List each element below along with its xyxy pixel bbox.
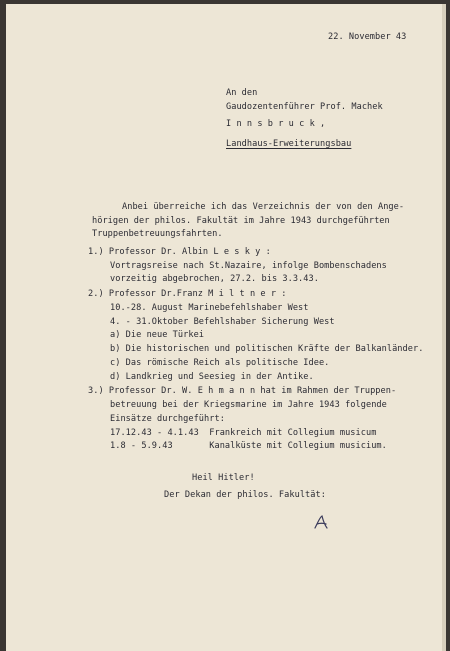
item-1-heading: 1.) Professor Dr. Albin L e s k y : — [88, 247, 271, 257]
greeting: Heil Hitler! — [192, 473, 255, 483]
item-2-topic-a: a) Die neue Türkei — [110, 330, 205, 340]
dean-signature-line: Der Dekan der philos. Fakultät: — [164, 490, 326, 500]
address-line-4: Landhaus-Erweiterungsbau — [226, 139, 352, 149]
item-2-topic-c: c) Das römische Reich als politische Idee. — [110, 358, 330, 368]
item-3-engagement-1: 17.12.43 - 4.1.43 Frankreich mit Collegium musicum — [110, 428, 377, 438]
intro-line-1: Anbei überreiche ich das Verzeichnis der von den Ange- — [122, 202, 405, 212]
item-2-topic-d: d) Landkrieg und Seesieg in der Antike. — [110, 372, 314, 382]
intro-line-2: hörigen der philos. Fakultät im Jahre 1943 durchgeführten — [92, 216, 390, 226]
page-edge — [442, 4, 446, 651]
handwritten-signature-icon — [312, 513, 332, 533]
address-line-2: Gaudozentenführer Prof. Machek — [226, 102, 383, 112]
item-3-heading: 3.) Professor Dr. W. E h m a n n hat im Rahmen der Truppen- — [88, 386, 397, 396]
address-line-1: An den — [226, 88, 258, 98]
document-page — [6, 4, 446, 651]
item-1-line-3: vorzeitig abgebrochen, 27.2. bis 3.3.43. — [110, 274, 319, 284]
item-1-line-2: Vortragsreise nach St.Nazaire, infolge Bombenschadens — [110, 261, 387, 271]
item-2-heading: 2.) Professor Dr.Franz M i l t n e r : — [88, 289, 287, 299]
intro-line-3: Truppenbetreuungsfahrten. — [92, 229, 223, 239]
item-2-line-2: 10.-28. August Marinebefehlshaber West — [110, 303, 309, 313]
item-3-line-3: Einsätze durchgeführt: — [110, 414, 225, 424]
date: 22. November 43 — [328, 32, 407, 42]
item-3-engagement-2: 1.8 - 5.9.43 Kanalküste mit Collegium musicium. — [110, 441, 387, 451]
item-2-line-3: 4. - 31.Oktober Befehlshaber Sicherung West — [110, 317, 335, 327]
item-3-line-2: betreuung bei der Kriegsmarine im Jahre 1943 folgende — [110, 400, 387, 410]
address-line-3: I n n s b r u c k , — [226, 119, 326, 129]
item-2-topic-b: b) Die historischen und politischen Kräfte der Balkanländer. — [110, 344, 424, 354]
